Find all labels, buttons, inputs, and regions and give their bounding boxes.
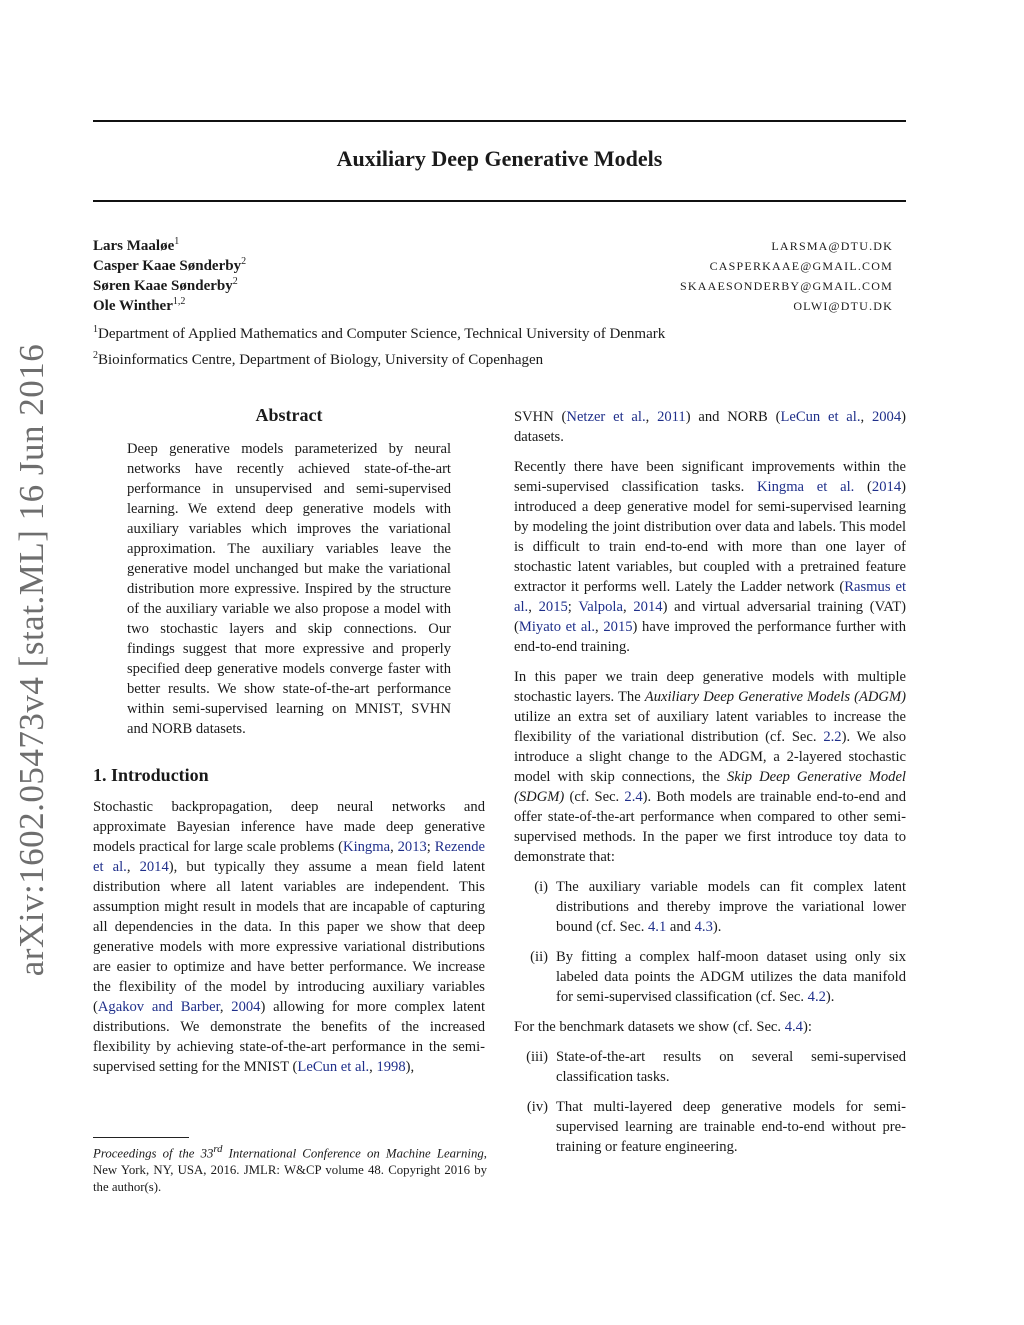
paper-title: Auxiliary Deep Generative Models <box>336 146 663 171</box>
author-block <box>93 236 893 316</box>
author-name: Casper Kaae Sønderby$^2$ <box>93 256 247 274</box>
citation-link[interactable]: 2014 <box>871 479 902 495</box>
citation-link[interactable]: 2004 <box>871 409 902 425</box>
list-item: (ii) By fitting a complex half-moon dataset using only six labeled data points the ADGM utilizes the data manifold for semi-supervised classification (cf. Sec. 4.2). <box>530 949 906 1005</box>
citation-link[interactable]: Agakov and Barber <box>97 999 220 1015</box>
citation-link[interactable]: 2013 <box>397 839 427 855</box>
list-item: (i) The auxiliary variable models can fit complex latent distributions and thereby improve the variational lower bound (cf. Sec. 4.1 and 4.3). <box>534 879 906 935</box>
citation-link[interactable]: 2015 <box>538 599 568 615</box>
section-ref-link[interactable]: 4.1 <box>648 919 667 935</box>
section-ref-link[interactable]: 2.4 <box>624 789 643 805</box>
citation-link[interactable]: Rasmus et al. <box>514 579 906 615</box>
author-row <box>93 236 893 256</box>
citation-link[interactable]: 2015 <box>603 619 633 635</box>
paragraph: SVHN (Netzer et al., 2011) and NORB (LeCun et al., 2004) datasets. <box>514 409 906 445</box>
author-name: Ole Winther$^{1,2}$ <box>93 296 186 314</box>
citation-link[interactable]: LeCun et al. <box>780 409 861 425</box>
paragraph: In this paper we train deep generative models with multiple stochastic layers. The Auxiliary Deep Generative Models (ADGM) utilize an extra set of auxiliary latent variables to increase the flexibility of the variational distribution (cf. Sec. 2.2). We also introduce a slight change to the ADGM, a 2-layered stochastic model with skip connections, the Skip Deep Generative Model (SDGM) (cf. Sec. 2.4). Both models are trainable end-to-end and offer state-of-the-art performance when compared to other semi-supervised methods. In the paper we first introduce toy data to demonstrate that: <box>514 669 906 865</box>
arxiv-stamp <box>6 343 58 977</box>
abstract-text: Deep generative models parameterized by neural networks have recently achieved state-of-the-art performance in unsupervised and semi-supervised learning. We extend deep generative models with auxiliary variables which improves the variational approximation. The auxiliary variables leave the generative model unchanged but make the variational distribution more expressive. Inspired by the structure of the auxiliary variable we also propose a model with two stochastic layers and skip connections. Our findings suggest that more expressive and properly specified deep generative models converge faster with better results. We show state-of-the-art performance within semi-supervised learning on MNIST, SVHN and NORB datasets. <box>127 441 451 737</box>
citation-link[interactable]: 2004 <box>231 999 261 1015</box>
paragraph: For the benchmark datasets we show (cf. Sec. 4.4): <box>514 1019 812 1035</box>
citation-link[interactable]: 1998 <box>376 1059 406 1075</box>
affiliation: $^1$Department of Applied Mathematics and Computer Science, Technical University of Denmark <box>93 324 666 342</box>
author-name: Lars Maaløe$^1$ <box>93 236 180 254</box>
author-row <box>93 276 893 296</box>
section-ref-link[interactable]: 4.2 <box>807 989 826 1005</box>
list-item: (iii) State-of-the-art results on several semi-supervised classification tasks. <box>526 1049 906 1085</box>
author-email: SKAAESONDERBY@GMAIL.COM <box>680 279 893 293</box>
title-rule-top <box>93 120 906 122</box>
citation-link[interactable]: Valpola <box>578 599 623 615</box>
abstract-heading: Abstract <box>255 405 323 425</box>
citation-link[interactable]: Rezende et al. <box>93 839 485 875</box>
paragraph: Recently there have been significant improvements within the semi-supervised classification tasks. Kingma et al. (2014) introduced a deep generative model for semi-supervised learning by modeling the joint distribution over data and labels. This model is difficult to train end-to-end with more than one layer of stochastic latent variables, but coupled with a pretrained feature extractor it performs well. Lately the Ladder network (Rasmus et al., 2015; Valpola, 2014) and virtual adversarial training (VAT) (Miyato et al., 2015) have improved the performance further with end-to-end training. <box>514 459 907 655</box>
citation-link[interactable]: 2014 <box>139 859 169 875</box>
author-row <box>93 296 893 316</box>
citation-link[interactable]: Kingma <box>343 839 391 855</box>
citation-link[interactable]: LeCun et al. <box>297 1059 370 1075</box>
footnote: Proceedings of the 33rd International Conference on Machine Learning, New York, NY, USA, 2016. JMLR: W&CP volume 48. Copyright 2016 by the author(s). <box>93 1144 487 1195</box>
citation-link[interactable]: Miyato et al. <box>518 619 596 635</box>
citation-link[interactable]: 2014 <box>633 599 663 615</box>
author-row <box>93 256 893 276</box>
citation-link[interactable]: Kingma et al. <box>757 479 855 495</box>
citation-link[interactable]: Netzer et al. <box>566 409 646 425</box>
left-column <box>93 405 485 1087</box>
list-item: (iv) That multi-layered deep generative models for semi-supervised learning are trainable end-to-end without pre-training or feature engineering. <box>526 1099 906 1155</box>
section-heading-introduction: 1. Introduction <box>93 765 209 785</box>
section-ref-link[interactable]: 2.2 <box>823 729 842 745</box>
right-column <box>514 407 906 1167</box>
affiliation: $^2$Bioinformatics Centre, Department of Biology, University of Copenhagen <box>93 350 544 368</box>
author-email: OLWI@DTU.DK <box>793 299 893 313</box>
intro-paragraph: Stochastic backpropagation, deep neural networks and approximate Bayesian inference have made deep generative models practical for large scale problems (Kingma, 2013; Rezende et al., 2014), but typically they assume a mean field latent distribution where all latent variables are independent. This assumption might result in models that are incapable of capturing all dependencies in the data. In this paper we show that deep generative models with more expressive variational distributions are easier to optimize and have better performance. We increase the flexibility of the model by introducing auxiliary variables (Agakov and Barber, 2004) allowing for more complex latent distributions. We demonstrate the benefits of the increased flexibility by achieving state-of-the-art performance in the semi-supervised setting for the MNIST (LeCun et al., 1998), <box>93 799 485 1075</box>
section-ref-link[interactable]: 4.4 <box>784 1019 803 1035</box>
author-email: CASPERKAAE@GMAIL.COM <box>709 259 893 273</box>
arxiv-stamp-text: arXiv:1602.05473v4 [stat.ML] 16 Jun 2016 <box>12 343 51 977</box>
author-email: LARSMA@DTU.DK <box>771 239 893 253</box>
author-name: Søren Kaae Sønderby$^2$ <box>93 276 238 294</box>
title-rule-bottom <box>93 200 906 202</box>
affiliations <box>93 319 906 371</box>
section-ref-link[interactable]: 4.3 <box>694 919 713 935</box>
citation-link[interactable]: 2011 <box>657 409 686 425</box>
footnote-rule <box>93 1137 189 1138</box>
